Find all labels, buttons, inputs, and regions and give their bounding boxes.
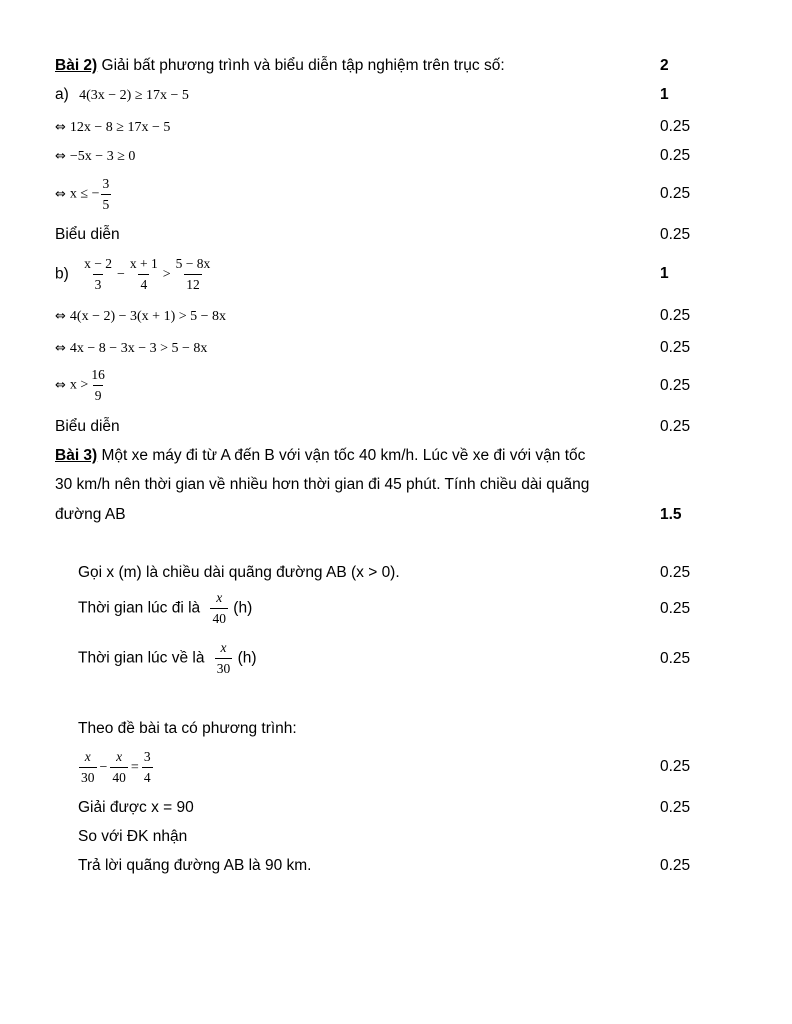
numerator: 3 bbox=[102, 176, 110, 191]
equivalent-arrow-icon: ⇔ bbox=[55, 341, 66, 356]
fraction bbox=[128, 256, 160, 293]
step-expression: 4x − 8 − 3x − 3 > 5 − 8x bbox=[69, 341, 208, 356]
step-expression: x > bbox=[69, 377, 89, 393]
part-b-step-3 bbox=[55, 367, 695, 404]
fraction bbox=[142, 749, 153, 786]
part-b-score: 1 bbox=[660, 265, 669, 282]
bai3-answer: Trả lời quãng đường AB là 90 km. bbox=[78, 857, 312, 874]
equivalent-arrow-icon: ⇔ bbox=[55, 309, 66, 324]
bai3-title-text: Một xe máy đi từ A đến B với vận tốc 40 km/h. Lúc về xe đi với vận tốc bbox=[97, 447, 586, 464]
part-a-step-3-score: 0.25 bbox=[660, 185, 691, 202]
fraction bbox=[210, 590, 228, 627]
numerator: x bbox=[84, 749, 91, 764]
numerator: x bbox=[116, 749, 123, 764]
numerator: 5 − 8x bbox=[175, 256, 211, 271]
bai3-equation bbox=[78, 749, 695, 786]
fraction bbox=[101, 176, 112, 213]
denominator: 40 bbox=[110, 767, 128, 786]
equivalent-arrow-icon: ⇔ bbox=[55, 186, 66, 202]
bai2-title bbox=[55, 56, 695, 76]
fraction bbox=[79, 749, 97, 786]
denominator: 9 bbox=[93, 385, 104, 404]
bai3-time-return-score: 0.25 bbox=[660, 650, 691, 667]
denominator: 12 bbox=[184, 274, 202, 293]
part-b-label: b) bbox=[55, 265, 69, 283]
bai3-solve-score: 0.25 bbox=[660, 799, 691, 816]
part-a-step-1-score: 0.25 bbox=[660, 118, 691, 135]
numerator: x + 1 bbox=[129, 256, 158, 271]
equivalent-arrow-icon: ⇔ bbox=[55, 149, 66, 164]
numerator: x − 2 bbox=[84, 256, 112, 271]
part-a-score: 1 bbox=[660, 86, 669, 103]
part-b-step-3-score: 0.25 bbox=[660, 377, 691, 394]
bai3-solve: Giải được x = 90 bbox=[78, 799, 194, 816]
bai3-total-score: 1.5 bbox=[660, 506, 682, 523]
bai3-let-x: Gọi x (m) là chiều dài quãng đường AB (x > 0). bbox=[78, 564, 400, 581]
part-a-step-3 bbox=[55, 176, 695, 213]
denominator: 5 bbox=[101, 194, 112, 213]
denominator: 3 bbox=[93, 274, 104, 293]
denominator: 4 bbox=[142, 767, 153, 786]
operator: − bbox=[99, 759, 108, 775]
part-a-step-1 bbox=[55, 117, 695, 138]
numerator: x bbox=[216, 590, 223, 605]
denominator: 30 bbox=[215, 658, 233, 677]
fraction bbox=[215, 640, 233, 677]
numerator: x bbox=[220, 640, 227, 655]
operator: > bbox=[162, 266, 171, 282]
step-expression: 4(x − 2) − 3(x + 1) > 5 − 8x bbox=[69, 309, 227, 324]
fraction bbox=[174, 256, 213, 293]
part-a-bieu-dien: Biểu diễn bbox=[55, 226, 120, 243]
part-b-step-1 bbox=[55, 306, 695, 327]
part-b-step-2-score: 0.25 bbox=[660, 339, 691, 356]
bai2-part-a bbox=[55, 85, 695, 106]
operator: − bbox=[116, 266, 125, 282]
part-a-step-2-score: 0.25 bbox=[660, 147, 691, 164]
fraction bbox=[110, 749, 128, 786]
numerator: 16 bbox=[91, 367, 105, 382]
fraction bbox=[89, 367, 107, 404]
fraction bbox=[82, 256, 114, 293]
step-expression: x ≤ − bbox=[69, 186, 100, 202]
part-a-inequality: 4(3x − 2) ≥ 17x − 5 bbox=[79, 88, 189, 103]
bai2-label: Bài 2) bbox=[55, 57, 98, 74]
bai3-answer-score: 0.25 bbox=[660, 857, 691, 874]
bai3-time-going-score: 0.25 bbox=[660, 600, 691, 617]
bai3-compare: So với ĐK nhận bbox=[78, 828, 188, 845]
time-return-label: Thời gian lúc về là bbox=[78, 649, 205, 667]
bai3-let-x-score: 0.25 bbox=[660, 564, 691, 581]
bai3-time-return bbox=[78, 640, 695, 677]
part-b-bieu-dien: Biểu diễn bbox=[55, 418, 120, 435]
numerator: 3 bbox=[143, 749, 151, 764]
operator: = bbox=[130, 759, 139, 775]
denominator: 30 bbox=[79, 767, 97, 786]
denominator: 40 bbox=[210, 608, 228, 627]
part-b-step-1-score: 0.25 bbox=[660, 307, 691, 324]
bai3-equation-score: 0.25 bbox=[660, 758, 691, 775]
bai3-time-going bbox=[78, 590, 695, 627]
part-b-bieu-dien-score: 0.25 bbox=[660, 418, 691, 435]
time-unit: (h) bbox=[233, 599, 253, 617]
bai2-part-b bbox=[55, 256, 695, 293]
step-expression: 12x − 8 ≥ 17x − 5 bbox=[69, 120, 171, 135]
part-b-step-2 bbox=[55, 338, 695, 359]
step-expression: −5x − 3 ≥ 0 bbox=[69, 149, 136, 164]
part-a-step-2 bbox=[55, 146, 695, 167]
time-unit: (h) bbox=[237, 649, 257, 667]
bai3-title bbox=[55, 446, 695, 466]
part-a-label: a) bbox=[55, 86, 69, 103]
time-going-label: Thời gian lúc đi là bbox=[78, 599, 201, 617]
bai3-equation-intro: Theo đề bài ta có phương trình: bbox=[78, 720, 297, 737]
bai2-total-score: 2 bbox=[660, 57, 669, 74]
bai3-problem-line-3: đường AB bbox=[55, 506, 126, 523]
equivalent-arrow-icon: ⇔ bbox=[55, 120, 66, 135]
bai3-problem-line-2: 30 km/h nên thời gian về nhiều hơn thời gian đi 45 phút. Tính chiều dài quãng bbox=[55, 476, 590, 493]
bai3-label: Bài 3) bbox=[55, 447, 98, 464]
equivalent-arrow-icon: ⇔ bbox=[55, 377, 66, 393]
part-a-bieu-dien-score: 0.25 bbox=[660, 226, 691, 243]
bai2-title-text: Giải bất phương trình và biểu diễn tập nghiệm trên trục số: bbox=[97, 57, 505, 74]
denominator: 4 bbox=[138, 274, 149, 293]
